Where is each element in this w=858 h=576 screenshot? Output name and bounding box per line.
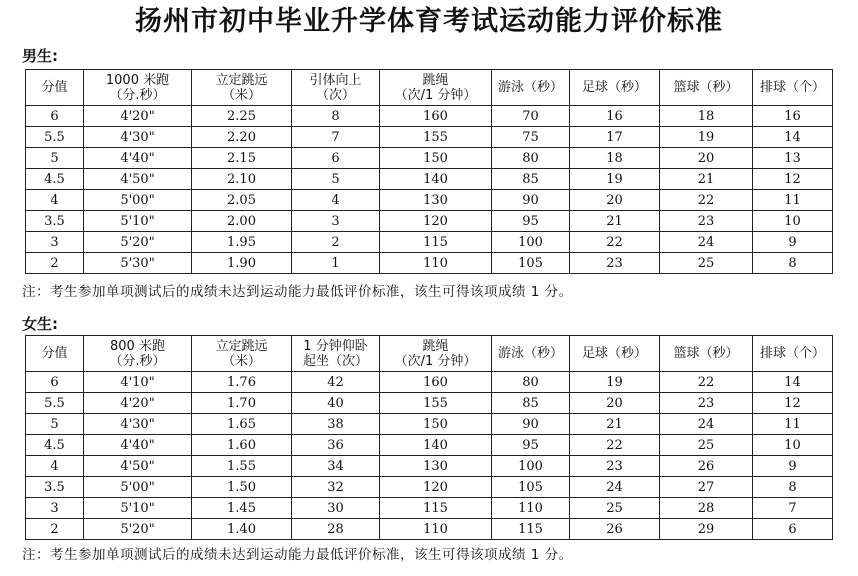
table-row <box>26 414 833 435</box>
girls-score-table <box>25 335 833 540</box>
table-cell: 4'50" <box>84 456 192 477</box>
table-row <box>26 519 833 540</box>
table-cell: 110 <box>380 519 492 540</box>
table-cell: 20 <box>660 148 753 169</box>
table-cell: 26 <box>660 456 753 477</box>
column-header-line: 跳绳 <box>422 72 449 88</box>
table-cell: 100 <box>492 232 570 253</box>
table-cell: 6 <box>292 148 380 169</box>
column-header <box>84 336 192 372</box>
table-cell: 14 <box>753 127 833 148</box>
column-header <box>753 70 833 106</box>
table-cell: 110 <box>492 498 570 519</box>
table-cell: 80 <box>492 372 570 393</box>
column-header <box>192 336 292 372</box>
column-header <box>570 336 660 372</box>
column-header-line: 篮球（秒） <box>673 346 739 361</box>
table-cell: 1.40 <box>192 519 292 540</box>
table-cell: 4.5 <box>26 169 84 190</box>
table-cell: 2.15 <box>192 148 292 169</box>
column-header-subline: （分.秒） <box>109 87 166 103</box>
table-row <box>26 372 833 393</box>
boys-note: 注：考生参加单项测试后的成绩未达到运动能力最低评价标准，该生可得该项成绩 1 分。 <box>22 284 573 300</box>
column-header <box>492 70 570 106</box>
column-header-line: 排球（个） <box>759 346 825 361</box>
table-cell: 28 <box>660 498 753 519</box>
table-cell: 2.25 <box>192 106 292 127</box>
table-cell: 38 <box>292 414 380 435</box>
table-cell: 18 <box>660 106 753 127</box>
table-header-row <box>26 336 833 372</box>
column-header-line: 足球（秒） <box>581 346 647 361</box>
table-cell: 19 <box>570 169 660 190</box>
table-cell: 110 <box>380 253 492 274</box>
table-cell: 1.65 <box>192 414 292 435</box>
table-cell: 22 <box>660 372 753 393</box>
table-cell: 4'30" <box>84 127 192 148</box>
table-cell: 3 <box>292 211 380 232</box>
column-header <box>492 336 570 372</box>
column-header <box>84 70 192 106</box>
table-row <box>26 498 833 519</box>
table-cell: 4.5 <box>26 435 84 456</box>
table-cell: 20 <box>570 393 660 414</box>
table-cell: 14 <box>753 372 833 393</box>
table-cell: 105 <box>492 253 570 274</box>
table-cell: 4 <box>292 190 380 211</box>
column-header-subline: （次） <box>315 87 355 103</box>
table-cell: 2 <box>292 232 380 253</box>
table-row <box>26 393 833 414</box>
column-header-line: 游泳（秒） <box>497 80 563 95</box>
table-cell: 18 <box>570 148 660 169</box>
table-cell: 30 <box>292 498 380 519</box>
girls-section-label: 女生: <box>22 315 58 333</box>
column-header-line: 分值 <box>41 346 68 361</box>
table-cell: 23 <box>570 456 660 477</box>
table-cell: 5'30" <box>84 253 192 274</box>
column-header <box>570 70 660 106</box>
table-cell: 7 <box>292 127 380 148</box>
table-cell: 12 <box>753 169 833 190</box>
table-cell: 75 <box>492 127 570 148</box>
table-cell: 28 <box>292 519 380 540</box>
table-cell: 24 <box>660 414 753 435</box>
table-cell: 105 <box>492 477 570 498</box>
table-cell: 5'20" <box>84 232 192 253</box>
table-cell: 1.55 <box>192 456 292 477</box>
table-cell: 24 <box>570 477 660 498</box>
table-cell: 1.70 <box>192 393 292 414</box>
table-row <box>26 106 833 127</box>
page-title: 扬州市初中毕业升学体育考试运动能力评价标准 <box>135 6 723 37</box>
column-header-line: 1 分钟仰卧 <box>303 338 368 354</box>
table-cell: 4'40" <box>84 435 192 456</box>
table-cell: 6 <box>26 106 84 127</box>
table-cell: 23 <box>660 393 753 414</box>
table-row <box>26 435 833 456</box>
table-cell: 7 <box>753 498 833 519</box>
table-cell: 4 <box>26 190 84 211</box>
table-cell: 160 <box>380 372 492 393</box>
table-cell: 4'40" <box>84 148 192 169</box>
table-cell: 120 <box>380 477 492 498</box>
table-cell: 1 <box>292 253 380 274</box>
table-cell: 5.5 <box>26 127 84 148</box>
table-cell: 4 <box>26 456 84 477</box>
column-header-line: 引体向上 <box>309 72 362 88</box>
table-cell: 11 <box>753 190 833 211</box>
table-cell: 3.5 <box>26 211 84 232</box>
girls-note: 注：考生参加单项测试后的成绩未达到运动能力最低评价标准，该生可得该项成绩 1 分。 <box>22 547 573 563</box>
table-cell: 160 <box>380 106 492 127</box>
column-header-subline: （米） <box>221 353 261 369</box>
table-cell: 8 <box>753 477 833 498</box>
column-header-subline: 起坐（次） <box>302 353 368 369</box>
table-cell: 24 <box>660 232 753 253</box>
table-cell: 1.76 <box>192 372 292 393</box>
table-cell: 8 <box>292 106 380 127</box>
column-header-line: 分值 <box>41 80 68 95</box>
table-cell: 17 <box>570 127 660 148</box>
table-cell: 5'10" <box>84 211 192 232</box>
column-header-line: 跳绳 <box>422 338 449 354</box>
table-cell: 23 <box>660 211 753 232</box>
column-header-line: 立定跳远 <box>215 338 268 354</box>
column-header-line: 足球（秒） <box>581 80 647 95</box>
table-cell: 40 <box>292 393 380 414</box>
table-cell: 20 <box>570 190 660 211</box>
table-cell: 23 <box>570 253 660 274</box>
table-cell: 1.90 <box>192 253 292 274</box>
table-cell: 36 <box>292 435 380 456</box>
table-cell: 95 <box>492 435 570 456</box>
column-header <box>26 70 84 106</box>
table-cell: 21 <box>660 169 753 190</box>
table-cell: 10 <box>753 211 833 232</box>
table-cell: 85 <box>492 393 570 414</box>
table-cell: 12 <box>753 393 833 414</box>
table-cell: 27 <box>660 477 753 498</box>
column-header-line: 游泳（秒） <box>497 346 563 361</box>
table-row <box>26 232 833 253</box>
table-row <box>26 127 833 148</box>
table-cell: 21 <box>570 414 660 435</box>
table-cell: 8 <box>753 253 833 274</box>
table-cell: 9 <box>753 456 833 477</box>
boys-section-label: 男生: <box>22 47 58 65</box>
column-header <box>380 336 492 372</box>
table-cell: 22 <box>570 435 660 456</box>
column-header <box>660 336 753 372</box>
table-cell: 90 <box>492 190 570 211</box>
table-cell: 2 <box>26 519 84 540</box>
table-cell: 5 <box>292 169 380 190</box>
table-cell: 150 <box>380 414 492 435</box>
table-cell: 140 <box>380 435 492 456</box>
table-cell: 42 <box>292 372 380 393</box>
table-cell: 16 <box>753 106 833 127</box>
column-header <box>192 70 292 106</box>
column-header-line: 1000 米跑 <box>105 72 170 88</box>
table-cell: 21 <box>570 211 660 232</box>
table-cell: 5'00" <box>84 477 192 498</box>
table-row <box>26 211 833 232</box>
table-cell: 2.05 <box>192 190 292 211</box>
column-header <box>753 336 833 372</box>
table-cell: 80 <box>492 148 570 169</box>
table-cell: 11 <box>753 414 833 435</box>
table-cell: 29 <box>660 519 753 540</box>
table-cell: 10 <box>753 435 833 456</box>
table-cell: 3 <box>26 232 84 253</box>
table-cell: 1.45 <box>192 498 292 519</box>
table-cell: 25 <box>660 435 753 456</box>
table-cell: 115 <box>492 519 570 540</box>
table-row <box>26 190 833 211</box>
table-cell: 5.5 <box>26 393 84 414</box>
table-cell: 85 <box>492 169 570 190</box>
table-cell: 22 <box>570 232 660 253</box>
column-header <box>26 336 84 372</box>
table-cell: 100 <box>492 456 570 477</box>
table-cell: 155 <box>380 127 492 148</box>
table-cell: 25 <box>660 253 753 274</box>
column-header-line: 800 米跑 <box>110 338 165 354</box>
column-header <box>380 70 492 106</box>
column-header-line: 立定跳远 <box>215 72 268 88</box>
table-cell: 26 <box>570 519 660 540</box>
table-cell: 1.50 <box>192 477 292 498</box>
table-cell: 16 <box>570 106 660 127</box>
column-header-subline: （次/1 分钟） <box>394 353 477 369</box>
column-header-subline: （次/1 分钟） <box>394 87 477 103</box>
table-cell: 13 <box>753 148 833 169</box>
table-cell: 90 <box>492 414 570 435</box>
column-header <box>660 70 753 106</box>
table-cell: 6 <box>753 519 833 540</box>
table-cell: 3 <box>26 498 84 519</box>
table-cell: 115 <box>380 232 492 253</box>
table-cell: 4'30" <box>84 414 192 435</box>
table-cell: 95 <box>492 211 570 232</box>
column-header <box>292 336 380 372</box>
table-cell: 4'20" <box>84 393 192 414</box>
table-cell: 4'10" <box>84 372 192 393</box>
table-cell: 4'20" <box>84 106 192 127</box>
table-cell: 120 <box>380 211 492 232</box>
table-cell: 19 <box>660 127 753 148</box>
table-row <box>26 148 833 169</box>
table-cell: 155 <box>380 393 492 414</box>
table-cell: 1.60 <box>192 435 292 456</box>
table-header-row <box>26 70 833 106</box>
column-header <box>292 70 380 106</box>
table-cell: 2.20 <box>192 127 292 148</box>
table-row <box>26 477 833 498</box>
table-row <box>26 456 833 477</box>
table-cell: 115 <box>380 498 492 519</box>
table-cell: 130 <box>380 190 492 211</box>
table-cell: 4'50" <box>84 169 192 190</box>
column-header-subline: （米） <box>221 87 261 103</box>
table-cell: 5'10" <box>84 498 192 519</box>
table-cell: 9 <box>753 232 833 253</box>
table-cell: 150 <box>380 148 492 169</box>
table-row <box>26 169 833 190</box>
table-cell: 5'00" <box>84 190 192 211</box>
table-cell: 3.5 <box>26 477 84 498</box>
table-cell: 140 <box>380 169 492 190</box>
table-cell: 2.00 <box>192 211 292 232</box>
table-cell: 70 <box>492 106 570 127</box>
table-cell: 22 <box>660 190 753 211</box>
table-row <box>26 253 833 274</box>
table-cell: 6 <box>26 372 84 393</box>
column-header-subline: （分.秒） <box>109 353 166 369</box>
table-cell: 25 <box>570 498 660 519</box>
column-header-line: 篮球（秒） <box>673 80 739 95</box>
table-cell: 2.10 <box>192 169 292 190</box>
table-cell: 5'20" <box>84 519 192 540</box>
table-cell: 5 <box>26 414 84 435</box>
table-cell: 2 <box>26 253 84 274</box>
table-cell: 130 <box>380 456 492 477</box>
table-cell: 1.95 <box>192 232 292 253</box>
table-cell: 34 <box>292 456 380 477</box>
table-cell: 5 <box>26 148 84 169</box>
boys-score-table <box>25 69 833 274</box>
table-cell: 19 <box>570 372 660 393</box>
column-header-line: 排球（个） <box>759 80 825 95</box>
table-cell: 32 <box>292 477 380 498</box>
